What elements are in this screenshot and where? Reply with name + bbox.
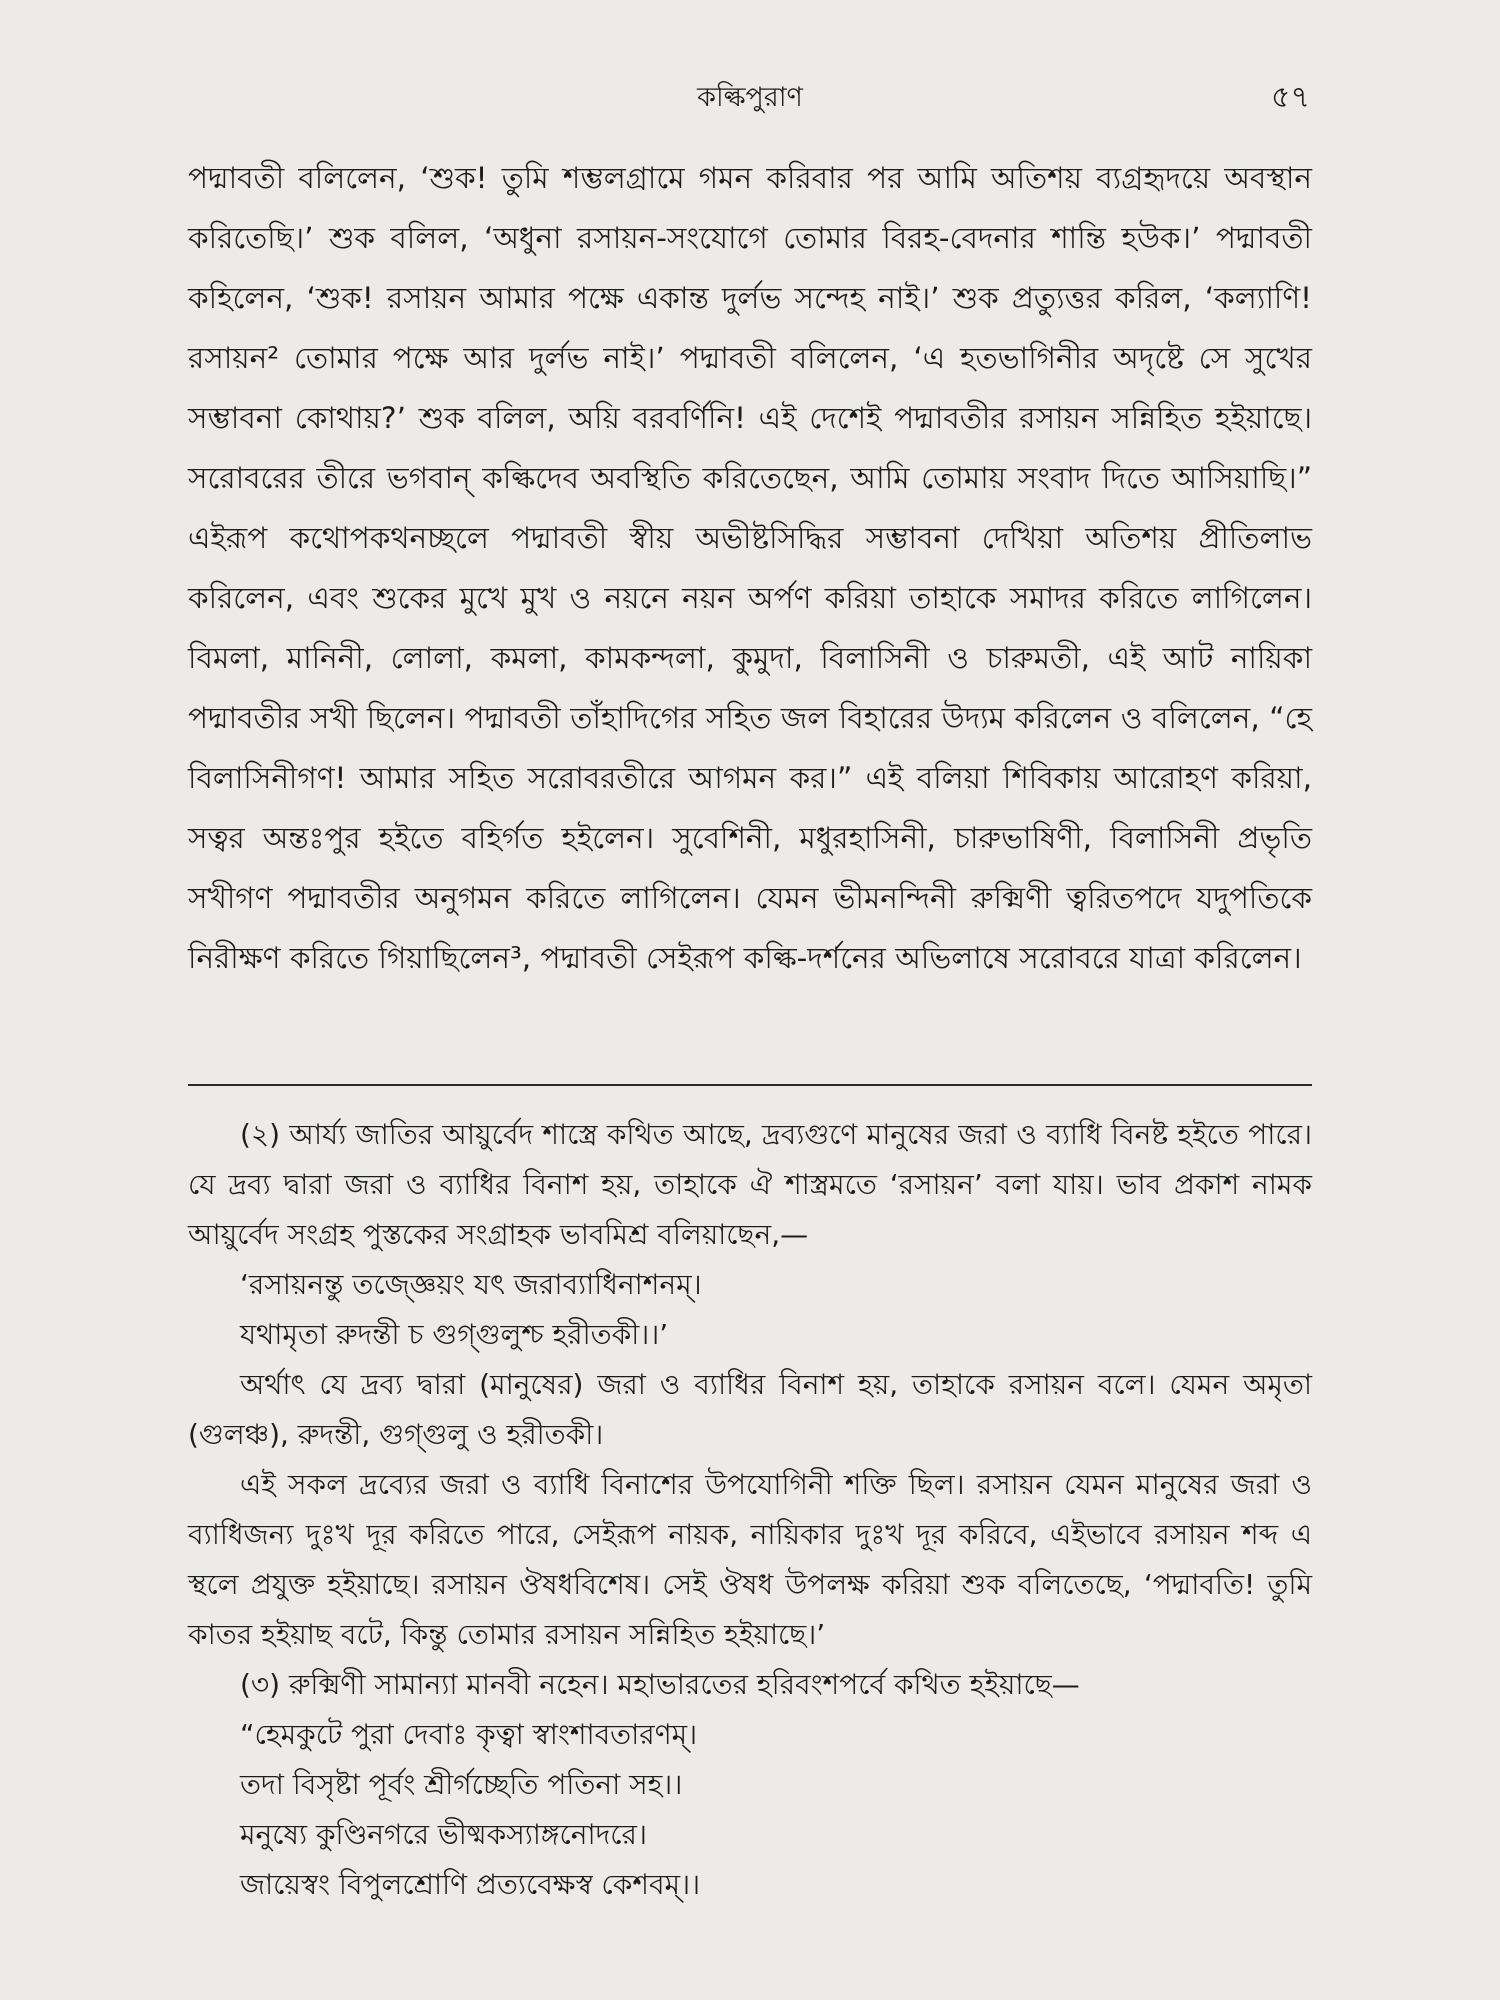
main-text <box>188 148 1312 988</box>
footnote-divider <box>188 1084 1312 1086</box>
footnote-2-explanation: এই সকল দ্রব্যের জরা ও ব্যাধি বিনাশের উপযোগিনী শক্তি ছিল। রসায়ন যেমন মানুষের জরা ও ব্যাধিজন্য দুঃখ দূর করিতে পারে, সেইরূপ নায়ক, নায়িকার দুঃখ দূর করিবে, এইভাবে রসায়ন শব্দ এ স্থলে প্রযুক্ত হইয়াছে। রসায়ন ঔষধবিশেষ। সেই ঔষধ উপলক্ষ করিয়া শুক বলিতেছে, ‘পদ্মাবতি! তুমি কাতর হইয়াছ বটে, কিন্তু তোমার রসায়ন সন্নিহিত হইয়াছে।’ <box>188 1468 1312 1651</box>
page-number: ৫৭ <box>1271 80 1310 115</box>
footnotes <box>188 1110 1312 1910</box>
verse-2-line-2: তদা বিসৃষ্টা পূর্বং শ্রীর্গচ্ছেতি পতিনা সহ।। <box>240 1768 683 1801</box>
verse-1-line-2: যথামৃতা রুদন্তী চ গুগ্গুলুশ্চ হরীতকী।।’ <box>240 1318 669 1351</box>
footnote-2-intro: (২) আর্য্য জাতির আয়ুর্বেদ শাস্ত্রে কথিত আছে, দ্রব্যগুণে মানুষের জরা ও ব্যাধি বিনষ্ট হইতে পারে। যে দ্রব্য দ্বারা জরা ও ব্যাধির বিনাশ হয়, তাহাকে ঐ শাস্ত্রমতে ‘রসায়ন’ বলা যায়। ভাব প্রকাশ নামক আয়ুর্বেদ সংগ্রহ পুস্তকের সংগ্রাহক ভাবমিশ্র বলিয়াছেন,— <box>188 1118 1312 1251</box>
page-header <box>0 78 1500 128</box>
main-paragraph: পদ্মাবতী বলিলেন, ‘শুক! তুমি শম্ভলগ্রামে গমন করিবার পর আমি অতিশয় ব্যগ্রহৃদয়ে অবস্থান করিতেছি।’ শুক বলিল, ‘অধুনা রসায়ন-সংযোগে তোমার বিরহ-বেদনার শান্তি হউক।’ পদ্মাবতী কহিলেন, ‘শুক! রসায়ন আমার পক্ষে একান্ত দুর্লভ সন্দেহ নাই।’ শুক প্রত্যুত্তর করিল, ‘কল্যাণি! রসায়ন² তোমার পক্ষে আর দুর্লভ নাই।’ পদ্মাবতী বলিলেন, ‘এ হতভাগিনীর অদৃষ্টে সে সুখের সম্ভাবনা কোথায়?’ শুক বলিল, অয়ি বরবর্ণিনি! এই দেশেই পদ্মাবতীর রসায়ন সন্নিহিত হইয়াছে। সরোবরের তীরে ভগবান্ কল্কিদেব অবস্থিতি করিতেছেন, আমি তোমায় সংবাদ দিতে আসিয়াছি।” এইরূপ কথোপকথনচ্ছলে পদ্মাবতী স্বীয় অভীষ্টসিদ্ধির সম্ভাবনা দেখিয়া অতিশয় প্রীতিলাভ করিলেন, এবং শুকের মুখে মুখ ও নয়নে নয়ন অর্পণ করিয়া তাহাকে সমাদর করিতে লাগিলেন। বিমলা, মানিনী, লোলা, কমলা, কামকন্দলা, কুমুদা, বিলাসিনী ও চারুমতী, এই আট নায়িকা পদ্মাবতীর সখী ছিলেন। পদ্মাবতী তাঁহাদিগের সহিত জল বিহারের উদ্যম করিলেন ও বলিলেন, “হে বিলাসিনীগণ! আমার সহিত সরোবরতীরে আগমন কর।” এই বলিয়া শিবিকায় আরোহণ করিয়া, সত্বর অন্তঃপুর হইতে বহির্গত হইলেন। সুবেশিনী, মধুরহাসিনী, চারুভাষিণী, বিলাসিনী প্রভৃতি সখীগণ পদ্মাবতীর অনুগমন করিতে লাগিলেন। যেমন ভীমনন্দিনী রুক্মিণী ত্বরিতপদে যদুপতিকে নিরীক্ষণ করিতে গিয়াছিলেন³, পদ্মাবতী সেইরূপ কল্কি-দর্শনের অভিলাষে সরোবরে যাত্রা করিলেন। <box>188 161 1312 975</box>
running-title: কল্কিপুরাণ <box>697 82 803 113</box>
footnote-2-meaning: অর্থাৎ যে দ্রব্য দ্বারা (মানুষের) জরা ও ব্যাধির বিনাশ হয়, তাহাকে রসায়ন বলে। যেমন অমৃতা (গুলঞ্চ), রুদন্তী, গুগ্গুলু ও হরীতকী। <box>188 1368 1312 1451</box>
verse-1-line-1: ‘রসায়নন্তু তজ্জ্ঞেয়ং যৎ জরাব্যাধিনাশনম্। <box>240 1268 702 1301</box>
verse-2-line-1: “হেমকুটে পুরা দেবাঃ কৃত্বা স্বাংশাবতারণম্। <box>240 1718 698 1751</box>
verse-2-line-3: মনুষ্যে কুণ্ডিনগরে ভীষ্মকস্যাঙ্গনোদরে। <box>240 1818 647 1851</box>
verse-2-line-4: জায়েস্বং বিপুলশ্রোণি প্রত্যবেক্ষস্ব কেশবম্।। <box>240 1868 701 1901</box>
footnote-3-intro: (৩) রুক্মিণী সামান্যা মানবী নহেন। মহাভারতের হরিবংশপর্বে কথিত হইয়াছে— <box>240 1668 1080 1701</box>
